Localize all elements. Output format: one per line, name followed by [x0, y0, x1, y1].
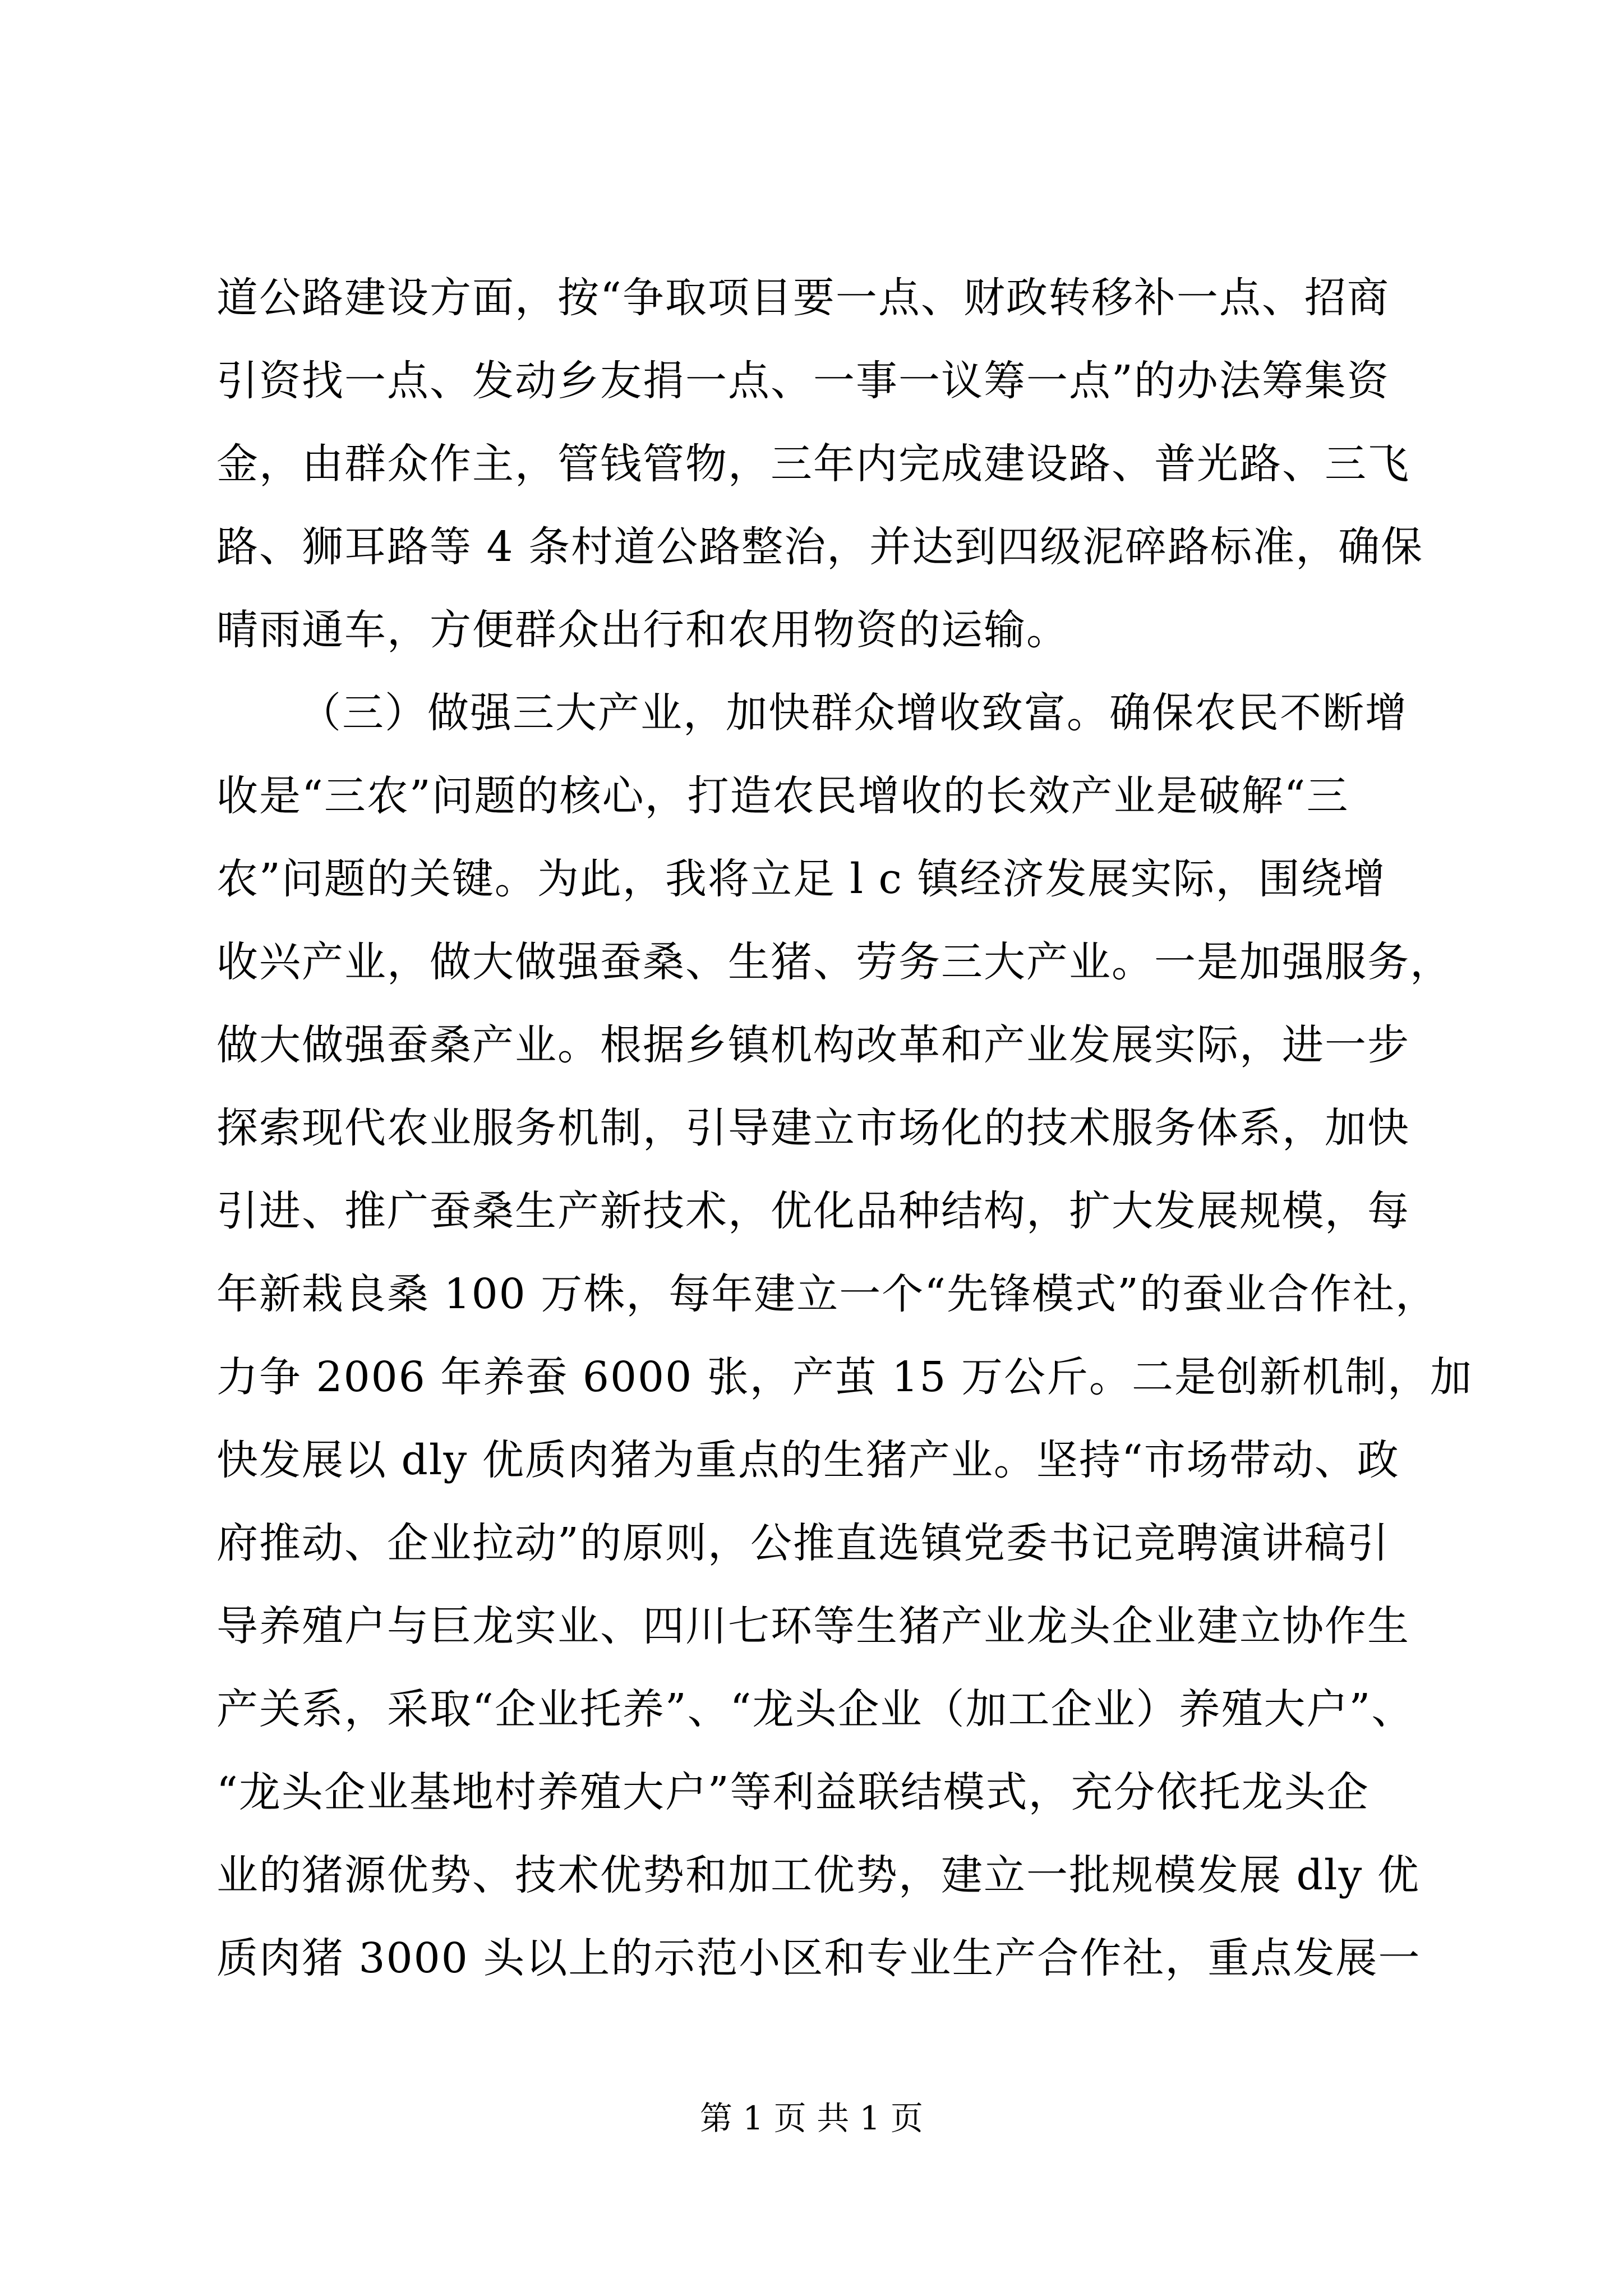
text-line: 农”问题的关键。为此，我将立足 l c 镇经济发展实际，围绕增 — [216, 855, 1386, 903]
text-line: 做大做强蚕桑产业。根据乡镇机构改革和产业发展实际，进一步 — [216, 1021, 1410, 1069]
text-line: 探索现代农业服务机制，引导建立市场化的技术服务体系，加快 — [216, 1104, 1410, 1152]
text-line: 晴雨通车，方便群众出行和农用物资的运输。 — [216, 606, 1069, 654]
text-line: 引进、推广蚕桑生产新技术，优化品种结构，扩大发展规模，每 — [216, 1187, 1410, 1235]
text-line: 业的猪源优势、技术优势和加工优势，建立一批规模发展 dly 优 — [216, 1851, 1420, 1899]
text-line: （三）做强三大产业，加快群众增收致富。确保农民不断增 — [299, 689, 1408, 737]
text-line: 质肉猪 3000 头以上的示范小区和专业生产合作社，重点发展一 — [216, 1934, 1421, 1982]
text-line: 导养殖户与巨龙实业、四川七环等生猪产业龙头企业建立协作生 — [216, 1602, 1410, 1650]
text-line: 收兴产业，做大做强蚕桑、生猪、劳务三大产业。一是加强服务， — [216, 938, 1453, 986]
text-line: 快发展以 dly 优质肉猪为重点的生猪产业。坚持“市场带动、政 — [216, 1436, 1400, 1484]
text-line: 府推动、企业拉动”的原则，公推直选镇党委书记竞聘演讲稿引 — [216, 1519, 1390, 1567]
text-line: 金，由群众作主，管钱管物，三年内完成建设路、普光路、三飞 — [216, 440, 1410, 488]
text-line: 力争 2006 年养蚕 6000 张，产茧 15 万公斤。二是创新机制，加 — [216, 1353, 1473, 1401]
text-line: 年新栽良桑 100 万株，每年建立一个“先锋模式”的蚕业合作社， — [216, 1270, 1438, 1318]
text-line: “龙头企业基地村养殖大户”等利益联结模式，充分依托龙头企 — [216, 1768, 1370, 1816]
text-line: 路、狮耳路等 4 条村道公路整治，并达到四级泥碎路标准，确保 — [216, 523, 1424, 571]
text-line: 收是“三农”问题的核心，打造农民增收的长效产业是破解“三 — [216, 772, 1349, 820]
text-line: 产关系，采取“企业托养”、“龙头企业（加工企业）养殖大户”、 — [216, 1685, 1414, 1733]
text-line: 道公路建设方面，按“争取项目要一点、财政转移补一点、招商 — [216, 274, 1390, 322]
page-number-footer: 第 1 页 共 1 页 — [700, 2099, 923, 2137]
text-line: 引资找一点、发动乡友捐一点、一事一议筹一点”的办法筹集资 — [216, 357, 1390, 405]
